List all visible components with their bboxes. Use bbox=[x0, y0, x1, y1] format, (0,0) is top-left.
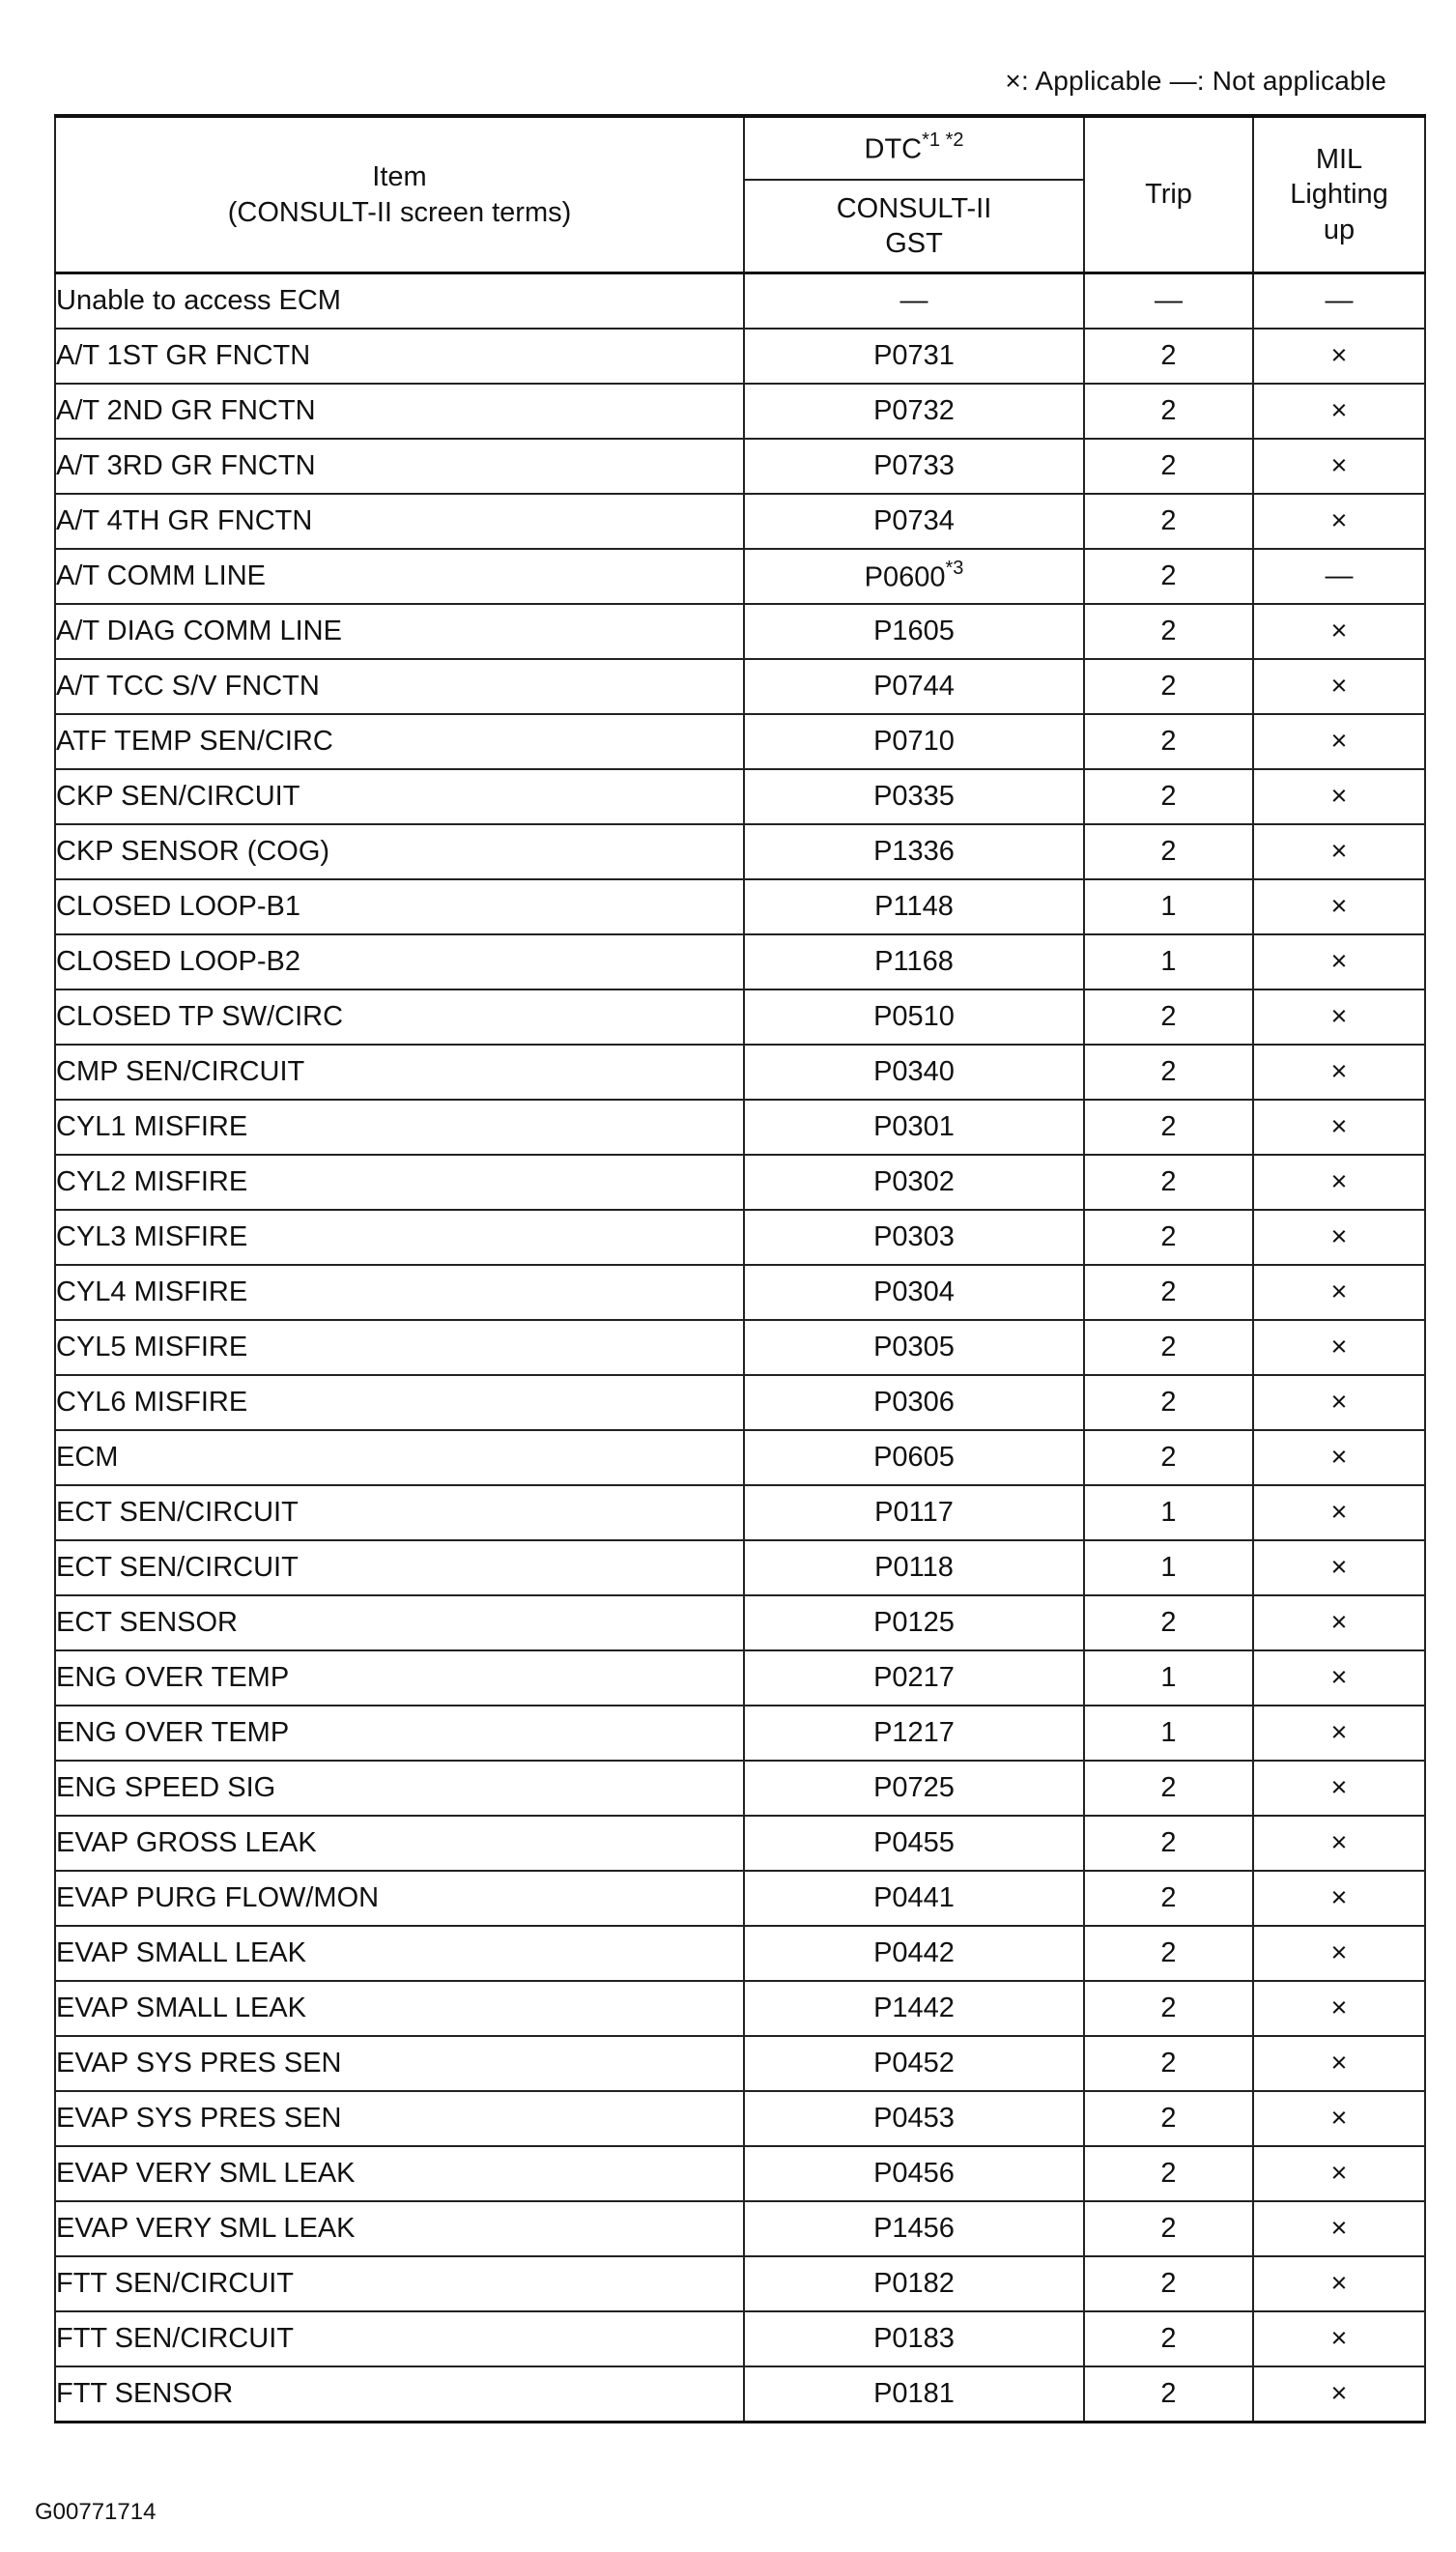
cell-mil: × bbox=[1253, 329, 1425, 384]
cell-dtc-code bbox=[744, 2311, 1084, 2366]
cell-dtc-code bbox=[744, 494, 1084, 549]
cell-item: A/T 3RD GR FNCTN bbox=[55, 439, 744, 494]
cell-mil: × bbox=[1253, 1100, 1425, 1155]
cell-dtc-code bbox=[744, 934, 1084, 989]
dtc-code-text: P0600 bbox=[864, 561, 946, 593]
dtc-code-text: P0335 bbox=[873, 781, 955, 812]
cell-dtc-code bbox=[744, 1265, 1084, 1320]
cell-item: EVAP SYS PRES SEN bbox=[55, 2036, 744, 2091]
table-row bbox=[55, 329, 1425, 384]
dtc-code-text: P0117 bbox=[874, 1497, 954, 1528]
cell-mil: × bbox=[1253, 659, 1425, 714]
cell-mil: × bbox=[1253, 2256, 1425, 2311]
dtc-code-text: P0217 bbox=[873, 1662, 955, 1693]
cell-trip: 2 bbox=[1084, 384, 1253, 439]
cell-trip: 2 bbox=[1084, 769, 1253, 824]
dtc-code-text: P1148 bbox=[874, 891, 954, 922]
cell-mil: × bbox=[1253, 1045, 1425, 1100]
cell-item: FTT SEN/CIRCUIT bbox=[55, 2256, 744, 2311]
cell-item: ECT SENSOR bbox=[55, 1595, 744, 1650]
table-row bbox=[55, 659, 1425, 714]
cell-item: ENG OVER TEMP bbox=[55, 1706, 744, 1761]
cell-item: ENG OVER TEMP bbox=[55, 1650, 744, 1706]
cell-item: CYL1 MISFIRE bbox=[55, 1100, 744, 1155]
cell-item: CYL2 MISFIRE bbox=[55, 1155, 744, 1210]
cell-dtc-code bbox=[744, 659, 1084, 714]
cell-trip: 1 bbox=[1084, 879, 1253, 934]
table-row bbox=[55, 2036, 1425, 2091]
cell-item: CLOSED TP SW/CIRC bbox=[55, 989, 744, 1045]
cell-trip: 2 bbox=[1084, 1100, 1253, 1155]
cell-item: ATF TEMP SEN/CIRC bbox=[55, 714, 744, 769]
header-trip: Trip bbox=[1084, 116, 1253, 273]
dtc-code-text: P1442 bbox=[873, 1993, 955, 2023]
dtc-code-text: P0306 bbox=[873, 1387, 955, 1418]
cell-dtc-code bbox=[744, 1706, 1084, 1761]
cell-mil: × bbox=[1253, 714, 1425, 769]
cell-item: CLOSED LOOP-B1 bbox=[55, 879, 744, 934]
cell-mil: — bbox=[1253, 273, 1425, 330]
cell-item: CYL5 MISFIRE bbox=[55, 1320, 744, 1375]
table-row bbox=[55, 549, 1425, 604]
cell-dtc-code bbox=[744, 1100, 1084, 1155]
cell-item: EVAP VERY SML LEAK bbox=[55, 2146, 744, 2201]
cell-trip: 2 bbox=[1084, 1761, 1253, 1816]
cell-item: A/T TCC S/V FNCTN bbox=[55, 659, 744, 714]
dtc-code-text: P1336 bbox=[873, 836, 955, 867]
cell-mil: × bbox=[1253, 1265, 1425, 1320]
cell-dtc-code bbox=[744, 879, 1084, 934]
dtc-code-text: P0303 bbox=[873, 1221, 955, 1252]
cell-item: CYL6 MISFIRE bbox=[55, 1375, 744, 1430]
dtc-code-text: P0734 bbox=[873, 505, 955, 536]
cell-trip: 2 bbox=[1084, 1816, 1253, 1871]
cell-item: ECT SEN/CIRCUIT bbox=[55, 1540, 744, 1595]
dtc-code-text: P0183 bbox=[873, 2323, 955, 2354]
dtc-code-text: P0733 bbox=[873, 450, 955, 481]
cell-mil: × bbox=[1253, 2366, 1425, 2423]
cell-item: FTT SENSOR bbox=[55, 2366, 744, 2423]
cell-item: A/T COMM LINE bbox=[55, 549, 744, 604]
cell-dtc-code bbox=[744, 1155, 1084, 1210]
cell-item: Unable to access ECM bbox=[55, 273, 744, 330]
cell-mil: × bbox=[1253, 1761, 1425, 1816]
table-row bbox=[55, 1761, 1425, 1816]
table-row bbox=[55, 604, 1425, 659]
legend-applicable: ×: Applicable bbox=[1005, 66, 1162, 96]
cell-dtc-code bbox=[744, 824, 1084, 879]
header-item-line2: (CONSULT-II screen terms) bbox=[227, 196, 572, 228]
table-row bbox=[55, 1926, 1425, 1981]
table-row bbox=[55, 273, 1425, 330]
cell-dtc-code bbox=[744, 1430, 1084, 1485]
cell-trip: 1 bbox=[1084, 1706, 1253, 1761]
dtc-code-text: P0340 bbox=[873, 1056, 955, 1087]
cell-mil: × bbox=[1253, 604, 1425, 659]
cell-dtc-code bbox=[744, 1761, 1084, 1816]
table-row bbox=[55, 384, 1425, 439]
table-row bbox=[55, 2201, 1425, 2256]
dtc-code-text: P1605 bbox=[873, 616, 955, 646]
header-mil-line1: MIL bbox=[1315, 144, 1363, 176]
table-row bbox=[55, 2256, 1425, 2311]
dtc-code-text: P0301 bbox=[873, 1111, 955, 1142]
cell-trip: 1 bbox=[1084, 1485, 1253, 1540]
cell-item: A/T DIAG COMM LINE bbox=[55, 604, 744, 659]
table-row bbox=[55, 1100, 1425, 1155]
cell-mil: × bbox=[1253, 439, 1425, 494]
cell-mil: × bbox=[1253, 2091, 1425, 2146]
cell-mil: × bbox=[1253, 1926, 1425, 1981]
cell-dtc-code bbox=[744, 1650, 1084, 1706]
cell-item: FTT SEN/CIRCUIT bbox=[55, 2311, 744, 2366]
cell-trip: 2 bbox=[1084, 1210, 1253, 1265]
dtc-code-text: — bbox=[899, 285, 928, 316]
cell-mil: × bbox=[1253, 934, 1425, 989]
table-row bbox=[55, 1650, 1425, 1706]
header-dtc-sub-line2: GST bbox=[885, 228, 943, 259]
cell-trip: 2 bbox=[1084, 2311, 1253, 2366]
table-row bbox=[55, 1540, 1425, 1595]
cell-item: CKP SENSOR (COG) bbox=[55, 824, 744, 879]
cell-mil: × bbox=[1253, 1706, 1425, 1761]
cell-dtc-code bbox=[744, 1540, 1084, 1595]
cell-mil: × bbox=[1253, 2036, 1425, 2091]
cell-trip: 2 bbox=[1084, 659, 1253, 714]
cell-mil: × bbox=[1253, 769, 1425, 824]
table-row bbox=[55, 989, 1425, 1045]
cell-trip: 2 bbox=[1084, 2366, 1253, 2423]
cell-trip: 2 bbox=[1084, 2201, 1253, 2256]
cell-item: A/T 4TH GR FNCTN bbox=[55, 494, 744, 549]
cell-dtc-code bbox=[744, 1320, 1084, 1375]
table-row bbox=[55, 879, 1425, 934]
cell-item: CYL3 MISFIRE bbox=[55, 1210, 744, 1265]
cell-item: ECT SEN/CIRCUIT bbox=[55, 1485, 744, 1540]
table-row bbox=[55, 439, 1425, 494]
dtc-code-text: P0744 bbox=[873, 671, 955, 702]
cell-item: EVAP VERY SML LEAK bbox=[55, 2201, 744, 2256]
cell-mil: × bbox=[1253, 1595, 1425, 1650]
cell-trip: 2 bbox=[1084, 1045, 1253, 1100]
cell-dtc-code bbox=[744, 2091, 1084, 2146]
table-row bbox=[55, 1210, 1425, 1265]
table-row bbox=[55, 1430, 1425, 1485]
dtc-code-text: P0305 bbox=[873, 1332, 955, 1362]
table-row bbox=[55, 714, 1425, 769]
cell-trip: 1 bbox=[1084, 1540, 1253, 1595]
header-dtc-footnote: *1 *2 bbox=[922, 129, 964, 151]
cell-dtc-code bbox=[744, 1045, 1084, 1100]
cell-item: CKP SEN/CIRCUIT bbox=[55, 769, 744, 824]
cell-trip: 2 bbox=[1084, 1926, 1253, 1981]
cell-trip: 2 bbox=[1084, 604, 1253, 659]
cell-mil: × bbox=[1253, 2201, 1425, 2256]
cell-mil: × bbox=[1253, 879, 1425, 934]
cell-dtc-code bbox=[744, 2146, 1084, 2201]
cell-dtc-code bbox=[744, 1595, 1084, 1650]
cell-dtc-code bbox=[744, 549, 1084, 604]
table-row bbox=[55, 769, 1425, 824]
cell-item: EVAP SMALL LEAK bbox=[55, 1926, 744, 1981]
cell-dtc-code bbox=[744, 2201, 1084, 2256]
cell-item: ECM bbox=[55, 1430, 744, 1485]
legend bbox=[1005, 66, 1386, 97]
cell-mil: × bbox=[1253, 1430, 1425, 1485]
cell-trip: 1 bbox=[1084, 934, 1253, 989]
cell-item: EVAP SMALL LEAK bbox=[55, 1981, 744, 2036]
cell-trip: 2 bbox=[1084, 1320, 1253, 1375]
table-row bbox=[55, 2146, 1425, 2201]
cell-dtc-code bbox=[744, 1485, 1084, 1540]
cell-trip: 2 bbox=[1084, 439, 1253, 494]
cell-trip: 2 bbox=[1084, 549, 1253, 604]
cell-trip: 2 bbox=[1084, 989, 1253, 1045]
cell-mil: × bbox=[1253, 384, 1425, 439]
cell-item: EVAP GROSS LEAK bbox=[55, 1816, 744, 1871]
dtc-code-text: P0452 bbox=[873, 2048, 955, 2079]
table-row bbox=[55, 1320, 1425, 1375]
cell-dtc-code bbox=[744, 329, 1084, 384]
cell-mil: × bbox=[1253, 1816, 1425, 1871]
cell-item: EVAP SYS PRES SEN bbox=[55, 2091, 744, 2146]
cell-trip: 2 bbox=[1084, 494, 1253, 549]
header-dtc-sub bbox=[744, 180, 1084, 273]
table-row bbox=[55, 1871, 1425, 1926]
cell-mil: × bbox=[1253, 1320, 1425, 1375]
cell-dtc-code bbox=[744, 1210, 1084, 1265]
dtc-code-text: P0731 bbox=[873, 340, 955, 371]
table-row bbox=[55, 1155, 1425, 1210]
table-header bbox=[55, 116, 1425, 273]
header-mil bbox=[1253, 116, 1425, 273]
dtc-code-text: P1217 bbox=[873, 1717, 955, 1748]
cell-dtc-code bbox=[744, 1871, 1084, 1926]
cell-trip: 2 bbox=[1084, 2146, 1253, 2201]
cell-trip: 2 bbox=[1084, 1981, 1253, 2036]
cell-mil: × bbox=[1253, 1210, 1425, 1265]
dtc-code-footnote: *3 bbox=[945, 557, 964, 579]
dtc-code-text: P0453 bbox=[873, 2103, 955, 2134]
cell-trip: — bbox=[1084, 273, 1253, 330]
dtc-code-text: P0455 bbox=[873, 1827, 955, 1858]
table-row bbox=[55, 934, 1425, 989]
cell-dtc-code bbox=[744, 989, 1084, 1045]
dtc-code-text: P1456 bbox=[873, 2213, 955, 2244]
cell-trip: 2 bbox=[1084, 1871, 1253, 1926]
cell-mil: × bbox=[1253, 1650, 1425, 1706]
cell-mil: × bbox=[1253, 1540, 1425, 1595]
cell-mil: × bbox=[1253, 989, 1425, 1045]
header-item-line1: Item bbox=[372, 161, 427, 193]
cell-trip: 2 bbox=[1084, 1375, 1253, 1430]
table-row bbox=[55, 1045, 1425, 1100]
cell-trip: 2 bbox=[1084, 1155, 1253, 1210]
dtc-code-text: P0732 bbox=[873, 395, 955, 426]
cell-dtc-code bbox=[744, 1816, 1084, 1871]
table-row bbox=[55, 1816, 1425, 1871]
table-row bbox=[55, 1485, 1425, 1540]
cell-dtc-code bbox=[744, 2256, 1084, 2311]
table-row bbox=[55, 1265, 1425, 1320]
cell-mil: × bbox=[1253, 2311, 1425, 2366]
table-row bbox=[55, 494, 1425, 549]
cell-dtc-code bbox=[744, 604, 1084, 659]
dtc-code-text: P0181 bbox=[873, 2378, 955, 2409]
legend-not-applicable: —: Not applicable bbox=[1169, 66, 1386, 96]
dtc-code-text: P0456 bbox=[873, 2158, 955, 2189]
dtc-code-text: P0605 bbox=[873, 1442, 955, 1473]
table-row bbox=[55, 1595, 1425, 1650]
cell-dtc-code bbox=[744, 1375, 1084, 1430]
cell-trip: 1 bbox=[1084, 1650, 1253, 1706]
cell-trip: 2 bbox=[1084, 714, 1253, 769]
cell-trip: 2 bbox=[1084, 2256, 1253, 2311]
cell-mil: × bbox=[1253, 2146, 1425, 2201]
cell-trip: 2 bbox=[1084, 1265, 1253, 1320]
dtc-code-text: P0118 bbox=[874, 1552, 954, 1583]
dtc-code-text: P0441 bbox=[873, 1882, 955, 1913]
figure-id: G00771714 bbox=[35, 2499, 157, 2525]
dtc-code-text: P0510 bbox=[873, 1001, 955, 1032]
cell-item: CLOSED LOOP-B2 bbox=[55, 934, 744, 989]
cell-dtc-code bbox=[744, 439, 1084, 494]
cell-trip: 2 bbox=[1084, 824, 1253, 879]
cell-item: EVAP PURG FLOW/MON bbox=[55, 1871, 744, 1926]
cell-mil: × bbox=[1253, 824, 1425, 879]
cell-dtc-code bbox=[744, 714, 1084, 769]
cell-trip: 2 bbox=[1084, 329, 1253, 384]
table-row bbox=[55, 1706, 1425, 1761]
dtc-code-text: P0125 bbox=[873, 1607, 955, 1638]
cell-dtc-code bbox=[744, 1981, 1084, 2036]
header-item bbox=[55, 116, 744, 273]
cell-dtc-code bbox=[744, 769, 1084, 824]
cell-item: A/T 2ND GR FNCTN bbox=[55, 384, 744, 439]
table-body bbox=[55, 273, 1425, 2423]
table-row bbox=[55, 1981, 1425, 2036]
cell-dtc-code bbox=[744, 1926, 1084, 1981]
cell-mil: × bbox=[1253, 1155, 1425, 1210]
dtc-code-text: P1168 bbox=[874, 946, 954, 977]
cell-trip: 2 bbox=[1084, 1430, 1253, 1485]
cell-item: CMP SEN/CIRCUIT bbox=[55, 1045, 744, 1100]
dtc-code-text: P0725 bbox=[873, 1772, 955, 1803]
cell-item: CYL4 MISFIRE bbox=[55, 1265, 744, 1320]
header-dtc bbox=[744, 116, 1084, 180]
table-row bbox=[55, 2366, 1425, 2423]
header-mil-line2: Lighting bbox=[1290, 179, 1388, 211]
cell-dtc-code bbox=[744, 384, 1084, 439]
dtc-table bbox=[54, 114, 1426, 2423]
cell-trip: 2 bbox=[1084, 1595, 1253, 1650]
table-row bbox=[55, 824, 1425, 879]
header-dtc-sub-line1: CONSULT-II bbox=[836, 192, 992, 224]
cell-trip: 2 bbox=[1084, 2036, 1253, 2091]
cell-trip: 2 bbox=[1084, 2091, 1253, 2146]
cell-mil: × bbox=[1253, 1981, 1425, 2036]
dtc-code-text: P0710 bbox=[873, 726, 955, 757]
cell-mil: — bbox=[1253, 549, 1425, 604]
table-row bbox=[55, 1375, 1425, 1430]
cell-mil: × bbox=[1253, 494, 1425, 549]
dtc-code-text: P0442 bbox=[873, 1937, 955, 1968]
header-dtc-label: DTC bbox=[864, 133, 923, 165]
dtc-code-text: P0302 bbox=[873, 1166, 955, 1197]
cell-dtc-code bbox=[744, 273, 1084, 330]
cell-mil: × bbox=[1253, 1871, 1425, 1926]
table-row bbox=[55, 2091, 1425, 2146]
table-row bbox=[55, 2311, 1425, 2366]
cell-item: A/T 1ST GR FNCTN bbox=[55, 329, 744, 384]
cell-mil: × bbox=[1253, 1485, 1425, 1540]
dtc-code-text: P0182 bbox=[873, 2268, 955, 2299]
cell-dtc-code bbox=[744, 2036, 1084, 2091]
cell-mil: × bbox=[1253, 1375, 1425, 1430]
header-mil-line3: up bbox=[1323, 214, 1356, 245]
dtc-code-text: P0304 bbox=[873, 1276, 955, 1307]
cell-dtc-code bbox=[744, 2366, 1084, 2423]
cell-item: ENG SPEED SIG bbox=[55, 1761, 744, 1816]
